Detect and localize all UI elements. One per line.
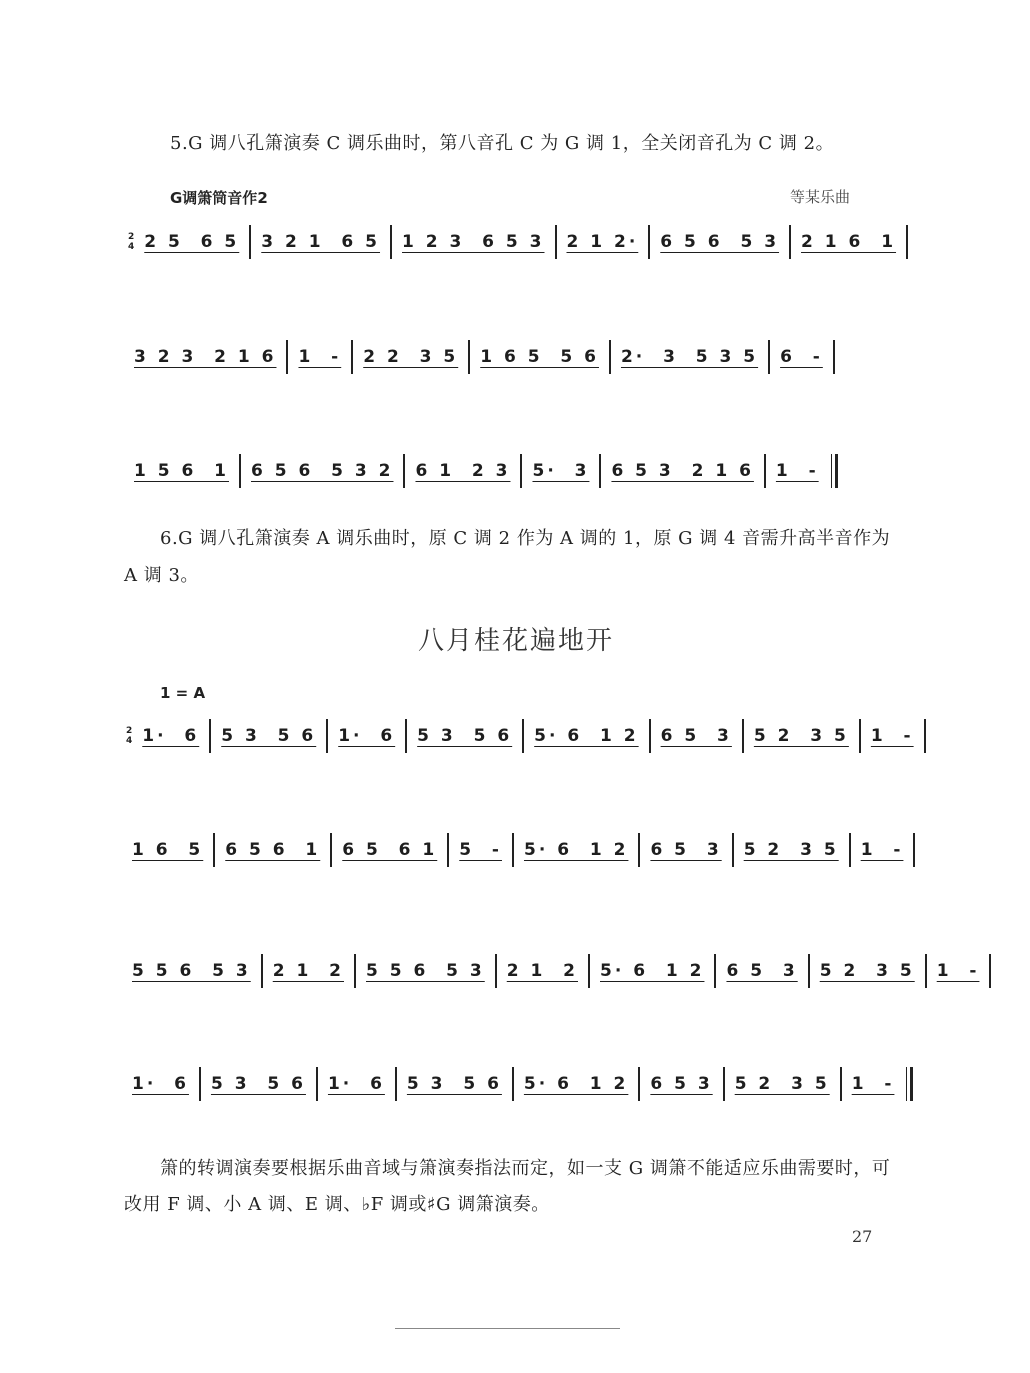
barline [316,1067,318,1101]
score-line [126,716,930,756]
section6-intro-line1: 6.G 调八孔箫演奏 A 调乐曲时，原 C 调 2 作为 A 调的 1，原 G 调 4 音需升高半音作为 [160,528,891,549]
measure: 5· 6 1 2 [600,961,705,981]
measure: 5 2 3 5 [753,726,849,746]
score-line [128,337,839,377]
barline [742,719,744,753]
time-signature [126,726,132,746]
measure: 6 5 3 2 1 6 [611,461,754,481]
barline [732,833,734,867]
barline [395,1067,397,1101]
barline [764,454,766,488]
measure: 1 - [870,726,914,746]
composer-credit: 等某乐曲 [790,188,851,206]
measure: 2 1 2 [272,961,344,981]
time-signature-bottom: 4 [128,242,135,252]
score-line [126,951,995,991]
measure: 5 3 5 6 [221,726,317,746]
score-line [126,830,919,870]
measure: 1 6 5 5 6 [480,347,599,367]
barline [638,1067,640,1101]
barline [403,454,405,488]
barline [520,454,522,488]
measure: 6 5 6 5 3 [660,232,780,252]
piece-label: G调箫筒音作2 [170,189,268,207]
section5-intro: 5.G 调八孔箫演奏 C 调乐曲时，第八音孔 C 为 G 调 1，全关闭音孔为 C 调 2。 [170,133,835,154]
measure: 1 5 6 1 [134,461,229,481]
barline [714,954,716,988]
barline [555,225,557,259]
measure: 5 5 6 5 3 [132,961,251,981]
measure: 5· 3 [532,461,590,481]
measure: 6 5 6 1 [342,840,438,860]
page-number: 27 [852,1227,873,1246]
score-line [128,451,838,491]
measure: 3 2 3 2 1 6 [134,347,277,367]
measure: 1 - [860,840,904,860]
barline [588,954,590,988]
barline [925,954,927,988]
barline [390,225,392,259]
section6-intro-line2: A 调 3。 [124,565,199,586]
measure: 5 2 3 5 [819,961,915,981]
measure: 2 5 6 5 [144,232,240,252]
barline [213,833,215,867]
barline [906,225,908,259]
barline [989,954,991,988]
measure: 2· 3 5 3 5 [620,347,759,367]
score-line [126,1064,913,1104]
barline [447,833,449,867]
barline [405,719,407,753]
measure: 6 5 3 [650,840,722,860]
measure: 1 - [936,961,980,981]
barline [808,954,810,988]
measure: 6 1 2 3 [415,461,511,481]
barline [833,340,835,374]
barline [468,340,470,374]
closing-line1: 箫的转调演奏要根据乐曲音域与箫演奏指法而定，如一支 G 调箫不能适应乐曲需要时，可 [160,1158,891,1179]
barline [924,719,926,753]
final-barline [906,1067,913,1101]
barline [239,454,241,488]
barline [495,954,497,988]
final-barline [831,454,838,488]
barline [351,340,353,374]
measure: 2 1 2· [566,232,639,252]
measure: 5 2 3 5 [743,840,839,860]
barline [638,833,640,867]
measure: 5 - [459,840,502,860]
barline [249,225,251,259]
barline [261,954,263,988]
barline [789,225,791,259]
time-signature [128,232,134,252]
time-signature-bottom: 4 [126,736,133,746]
barline [840,1067,842,1101]
barline [199,1067,201,1101]
measure: 1· 6 [132,1074,189,1094]
measure: 5 3 5 6 [406,1074,502,1094]
barline [768,340,770,374]
time-signature-top: 2 [128,232,135,242]
barline [522,719,524,753]
barline [330,833,332,867]
measure: 6 - [780,347,823,367]
song-title: 八月桂花遍地开 [418,626,615,656]
measure: 6 5 6 1 [225,840,321,860]
measure: 1· 6 [142,726,200,746]
measure: 5· 6 1 2 [523,840,629,860]
closing-line2: 改用 F 调、小 A 调、E 调、♭F 调或♯G 调箫演奏。 [124,1194,550,1215]
barline [609,340,611,374]
measure: 2 1 2 [506,961,578,981]
barline [649,719,651,753]
measure: 1 - [775,461,819,481]
measure: 2 2 3 5 [363,347,459,367]
barline [913,833,915,867]
barline [286,340,288,374]
measure: 1· 6 [338,726,396,746]
barline [354,954,356,988]
measure: 1 - [298,347,342,367]
barline [326,719,328,753]
measure: 5 2 3 5 [734,1074,830,1094]
measure: 5 5 6 5 3 [366,961,485,981]
barline [512,1067,514,1101]
barline [723,1067,725,1101]
measure: 2 1 6 1 [801,232,897,252]
barline [599,454,601,488]
barline [849,833,851,867]
barline [648,225,650,259]
measure: 6 5 3 [650,1074,713,1094]
measure: 1 6 5 [132,840,204,860]
measure: 1 2 3 6 5 3 [402,232,545,252]
measure: 5 3 5 6 [210,1074,306,1094]
key-signature: 1 = A [160,684,206,702]
measure: 6 5 3 [660,726,732,746]
measure: 1· 6 [327,1074,385,1094]
measure: 5· 6 1 2 [534,726,639,746]
barline [859,719,861,753]
measure: 6 5 3 [726,961,798,981]
measure: 5 3 5 6 [417,726,513,746]
footer-rule [395,1328,620,1329]
barline [209,719,211,753]
score-line [128,222,912,262]
measure: 1 - [851,1074,895,1094]
time-signature-top: 2 [126,726,133,736]
measure: 6 5 6 5 3 2 [251,461,394,481]
measure: 5· 6 1 2 [523,1074,629,1094]
measure: 3 2 1 6 5 [261,232,381,252]
barline [512,833,514,867]
